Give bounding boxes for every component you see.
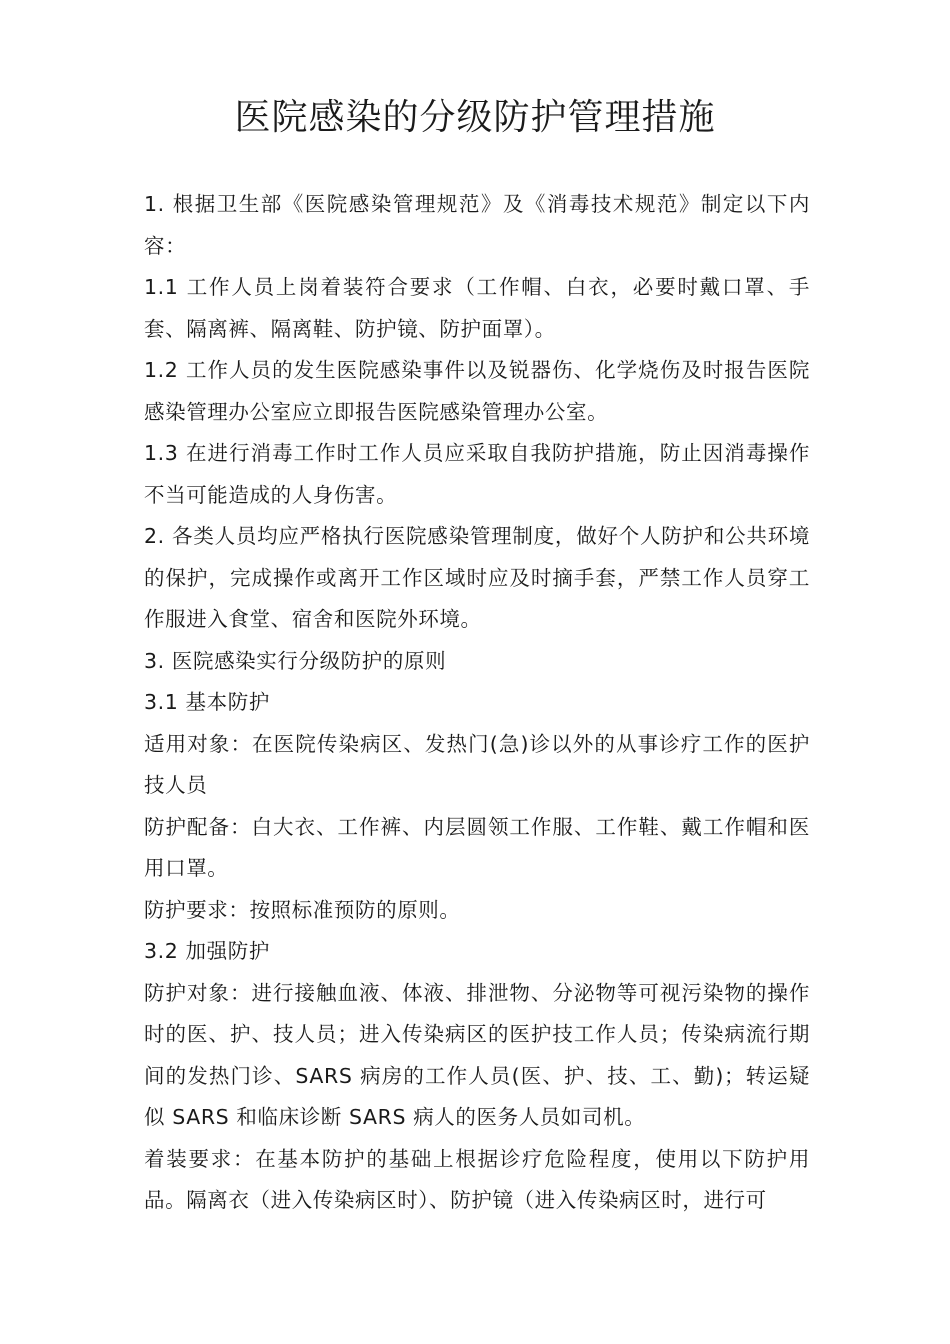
paragraph-1: 1. 根据卫生部《医院感染管理规范》及《消毒技术规范》制定以下内容： [144,192,810,258]
heading-3-1: 3.1 基本防护 [144,690,270,714]
document-body [144,184,810,1222]
applicable-targets: 适用对象：在医院传染病区、发热门(急)诊以外的从事诊疗工作的医护技人员 [144,731,810,797]
document-title: 医院感染的分级防护管理措施 [234,97,716,138]
paragraph-2: 2. 各类人员均应严格执行医院感染管理制度，做好个人防护和公共环境的保护，完成操作或离开工作区域时应及时摘手套，严禁工作人员穿工作服进入食堂、宿舍和医院外环境。 [144,524,810,631]
protective-equipment: 防护配备：白大衣、工作裤、内层圆领工作服、工作鞋、戴工作帽和医用口罩。 [144,814,810,880]
dress-requirements: 着装要求：在基本防护的基础上根据诊疗危险程度，使用以下防护用品。隔离衣（进入传染病区时）、防护镜（进入传染病区时，进行可 [144,1146,810,1212]
paragraph-1-1: 1.1 工作人员上岗着装符合要求（工作帽、白衣，必要时戴口罩、手套、隔离裤、隔离鞋、防护镜、防护面罩）。 [144,275,810,341]
paragraph-3: 3. 医院感染实行分级防护的原则 [144,648,447,673]
protection-requirements: 防护要求：按照标准预防的原则。 [144,897,461,922]
paragraph-1-2: 1.2 工作人员的发生医院感染事件以及锐器伤、化学烧伤及时报告医院感染管理办公室应立即报告医院感染管理办公室。 [144,358,810,424]
heading-3-2: 3.2 加强防护 [144,939,270,963]
protection-targets: 防护对象：进行接触血液、体液、排泄物、分泌物等可视污染物的操作时的医、护、技人员；进入传染病区的医护技工作人员；传染病流行期间的发热门诊、SARS 病房的工作人员(医、护、技、工、勤)；转运疑似 SARS 和临床诊断 SARS 病人的医务人员如司机。 [144,980,810,1129]
paragraph-1-3: 1.3 在进行消毒工作时工作人员应采取自我防护措施，防止因消毒操作不当可能造成的人身伤害。 [144,441,810,507]
